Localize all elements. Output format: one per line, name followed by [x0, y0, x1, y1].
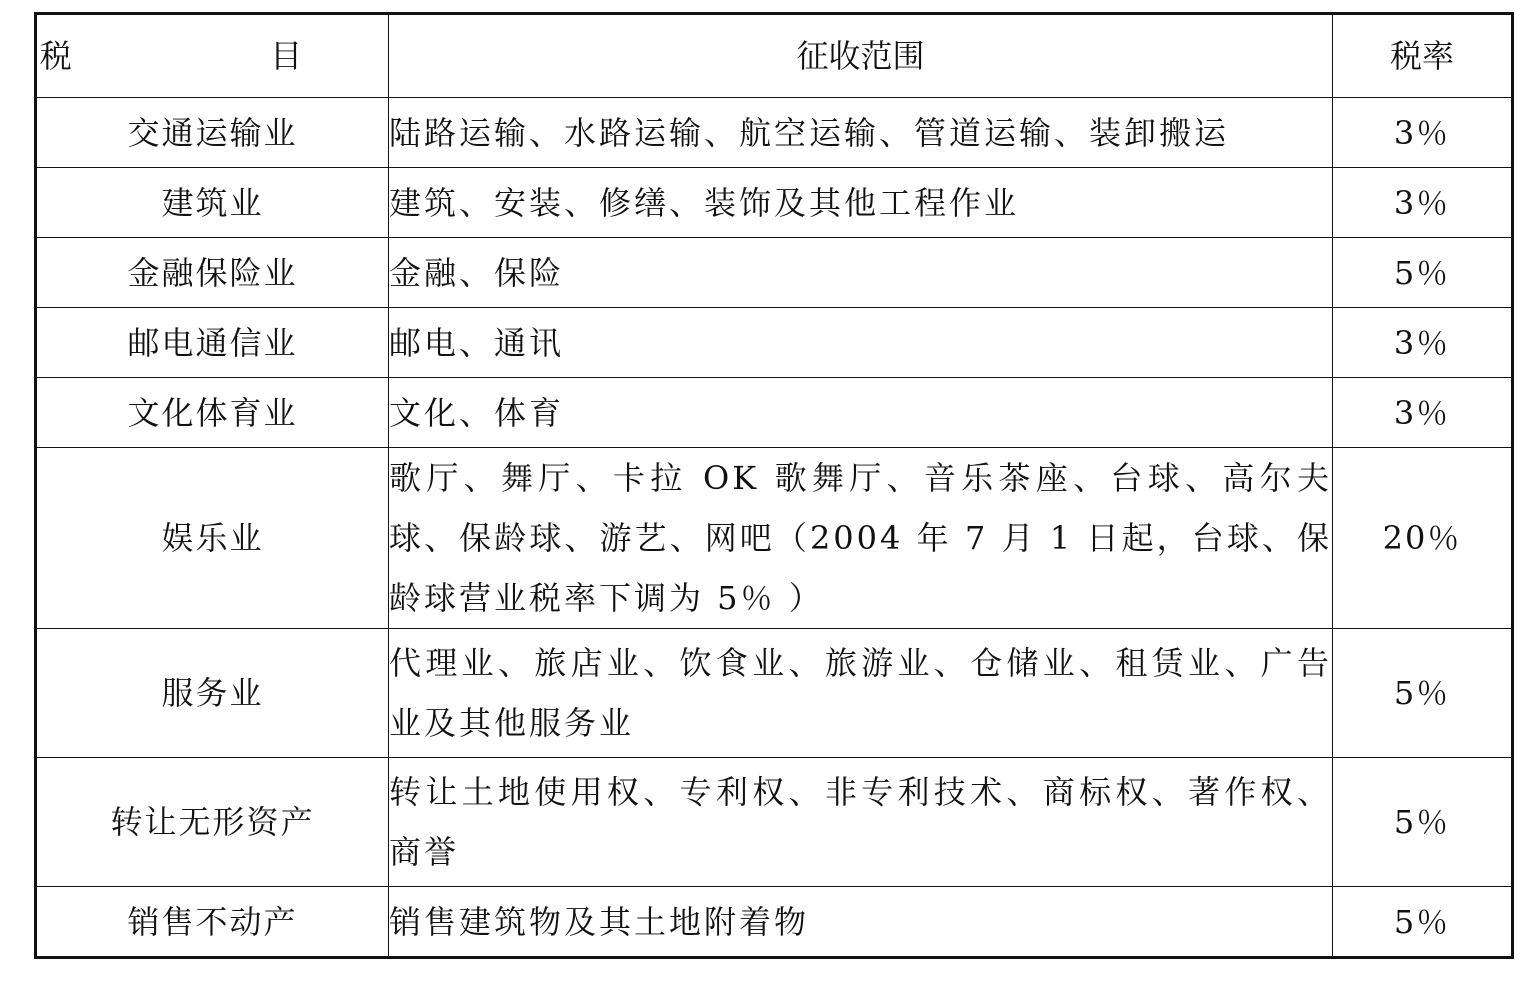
scope-cell: 文化、体育 — [389, 378, 1333, 448]
tax-item-cell: 文化体育业 — [36, 378, 389, 448]
table-row — [36, 168, 1513, 238]
table-row — [36, 887, 1513, 958]
tax-item-cell: 建筑业 — [36, 168, 389, 238]
scope-cell: 建筑、安装、修缮、装饰及其他工程作业 — [389, 168, 1333, 238]
tax-item-cell: 交通运输业 — [36, 98, 389, 168]
table-row — [36, 378, 1513, 448]
tax-item-cell: 转让无形资产 — [36, 758, 389, 887]
rate-cell: 3％ — [1333, 168, 1513, 238]
rate-cell: 3％ — [1333, 98, 1513, 168]
tax-item-cell: 金融保险业 — [36, 238, 389, 308]
table-row — [36, 98, 1513, 168]
business-tax-table — [34, 12, 1514, 959]
table-row — [36, 448, 1513, 629]
rate-cell: 5％ — [1333, 887, 1513, 958]
scope-cell: 销售建筑物及其土地附着物 — [389, 887, 1333, 958]
rate-cell: 3％ — [1333, 308, 1513, 378]
table-row — [36, 629, 1513, 758]
rate-cell: 5％ — [1333, 629, 1513, 758]
header-rate: 税率 — [1333, 14, 1513, 98]
scope-cell: 歌厅、舞厅、卡拉 OK 歌舞厅、音乐茶座、台球、高尔夫球、保龄球、游艺、网吧（2004 年 7 月 1 日起，台球、保龄球营业税率下调为 5％ ） — [389, 448, 1333, 629]
table-row — [36, 238, 1513, 308]
scope-cell: 代理业、旅店业、饮食业、旅游业、仓储业、租赁业、广告业及其他服务业 — [389, 629, 1333, 758]
rate-cell: 5％ — [1333, 758, 1513, 887]
table-row — [36, 308, 1513, 378]
scope-cell: 转让土地使用权、专利权、非专利技术、商标权、著作权、商誉 — [389, 758, 1333, 887]
tax-item-cell: 娱乐业 — [36, 448, 389, 629]
scope-cell: 陆路运输、水路运输、航空运输、管道运输、装卸搬运 — [389, 98, 1333, 168]
header-scope: 征收范围 — [389, 14, 1333, 98]
scope-cell: 金融、保险 — [389, 238, 1333, 308]
table-row — [36, 758, 1513, 887]
tax-item-cell: 销售不动产 — [36, 887, 389, 958]
rate-cell: 3％ — [1333, 378, 1513, 448]
header-tax-item: 税 目 — [36, 14, 389, 98]
scope-cell: 邮电、通讯 — [389, 308, 1333, 378]
rate-cell: 5％ — [1333, 238, 1513, 308]
table-header-row — [36, 14, 1513, 98]
tax-item-cell: 服务业 — [36, 629, 389, 758]
rate-cell: 20％ — [1333, 448, 1513, 629]
tax-item-cell: 邮电通信业 — [36, 308, 389, 378]
